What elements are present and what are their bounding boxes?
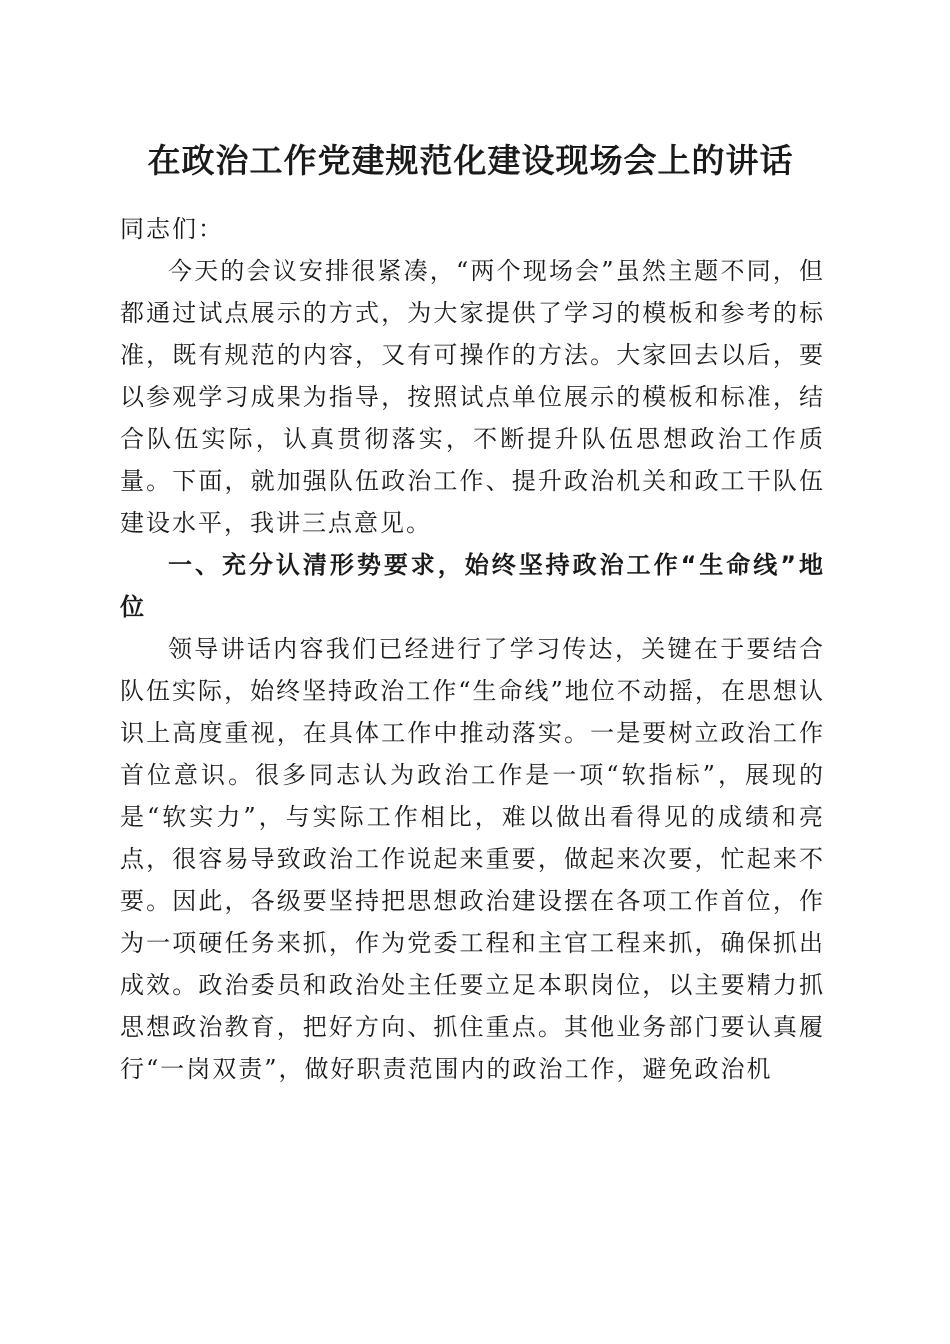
document-page xyxy=(120,0,825,1344)
document-body xyxy=(120,208,825,1090)
document-title: 在政治工作党建规范化建设现场会上的讲话 xyxy=(147,141,794,180)
intro-paragraph: 今天的会议安排很紧凑，“两个现场会”虽然主题不同，但都通过试点展示的方式，为大家提供了学习的模板和参考的标准，既有规范的内容，又有可操作的方法。大家回去以后，要以参观学习成果为指导，按照试点单位展示的模板和标准，结合队伍实际，认真贯彻落实，不断提升队伍思想政治工作质量。下面，就加强队伍政治工作、提升政治机关和政工干队伍建设水平，我讲三点意见。 xyxy=(120,257,825,537)
section-heading-1: 一、充分认清形势要求，始终坚持政治工作“生命线”地位 xyxy=(120,551,825,621)
salutation: 同志们： xyxy=(120,215,224,243)
section-1-paragraph: 领导讲话内容我们已经进行了学习传达，关键在于要结合队伍实际，始终坚持政治工作“生命线”地位不动摇，在思想认识上高度重视，在具体工作中推动落实。一是要树立政治工作首位意识。很多同志认为政治工作是一项“软指标”，展现的是“软实力”，与实际工作相比，难以做出看得见的成绩和亮点，很容易导致政治工作说起来重要，做起来次要，忙起来不要。因此，各级要坚持把思想政治建设摆在各项工作首位，作为一项硬任务来抓，作为党委工程和主官工程来抓，确保抓出成效。政治委员和政治处主任要立足本职岗位，以主要精力抓思想政治教育，把好方向、抓住重点。其他业务部门要认真履行“一岗双责”，做好职责范围内的政治工作，避免政治机 xyxy=(120,635,825,1083)
